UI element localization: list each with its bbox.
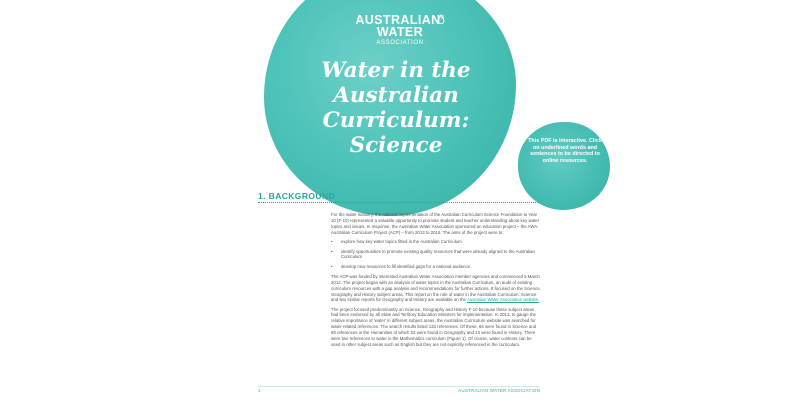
logo-line-water: WATER [376,25,424,40]
logo-line-association: ASSOCIATION [376,40,424,47]
list-item [331,239,541,245]
footer-organization: AUSTRALIAN WATER ASSOCIATION [458,388,540,393]
title-line-2: Australian [333,83,459,108]
water-drop-icon [436,14,446,24]
title-line-1: Water in the [321,58,471,83]
awa-website-link[interactable]: Australian Water Association website. [466,297,540,303]
body-paragraph-3: The project focused predominantly on Science, Geography and History F-10 because these subject areas had been endorsed by all State and Territory Education Ministers for implementation. In 2013, to gauge the relative importance of 'water' in different subject areas, the Australian Curriculum website was searched for water-related references. The search results listed 133 references. Of these, 66 were found in Science and 65 references in the Humanities of which 52 were found in Geography and 13 were found in History. There were two references to water in the Mathematics curriculum (Figure 1). Of course, water contexts can be used in other subject areas such as English but they are not explicitly referenced in the curriculum. [331,306,537,347]
page-number: 1 [258,388,261,393]
list-item-text: identify opportunities to promote existing quality resources that were already aligned to the Australian Curriculum [341,248,535,260]
paragraph-2-text: The ACP was funded by interested Australian Water Association member agencies and commenced 5 March 2013. The project began with an analysis of water topics in the Australian Curriculum, an audit of existing curriculum resources with a gap analysis and recommendations for further actions. It focused on the Science, Geography and History subject areas. This report on the role of water in the Australian Curriculum: Science and two similar reports for Geography and History are available on the [331,273,541,303]
bullet-icon: • [331,248,333,254]
aims-list [331,239,541,270]
interactive-pdf-note: This PDF is interactive. Click on underlined words and sentences to be directed to online resources. [528,138,602,164]
body-text [331,212,541,351]
document-title [296,58,496,158]
list-item [331,249,541,261]
section-heading: 1. BACKGROUND [258,191,335,201]
logo-line-australian: AUSTRALIAN [355,13,441,28]
list-item-text: develop new resources to fill identified gaps for a national audience. [341,264,472,270]
body-paragraph-1: For the water industry, the national implementation of the Australian Curriculum Science Foundation to Year 10 (F-10) represented a valuable opportunity to promote student and teacher understanding about key water topics and issues. In response, the Australian Water Association sponsored an education project – the AWA-Australian Curriculum Project (ACP) – from 2013 to 2016. The aims of the project were to: [331,212,540,235]
title-line-4: Science [349,133,443,158]
bullet-icon: • [331,238,333,244]
list-item-text: explore how key water topics fitted in the Australian Curriculum [341,238,462,244]
footer-divider [258,386,540,387]
logo-registered-mark: ® [440,15,445,21]
body-paragraph-2 [331,274,541,304]
list-item [331,264,541,270]
watercolor-circle-small [518,122,610,210]
section-divider [258,202,540,203]
bullet-icon: • [331,264,333,270]
title-line-3: Curriculum: [322,108,470,133]
